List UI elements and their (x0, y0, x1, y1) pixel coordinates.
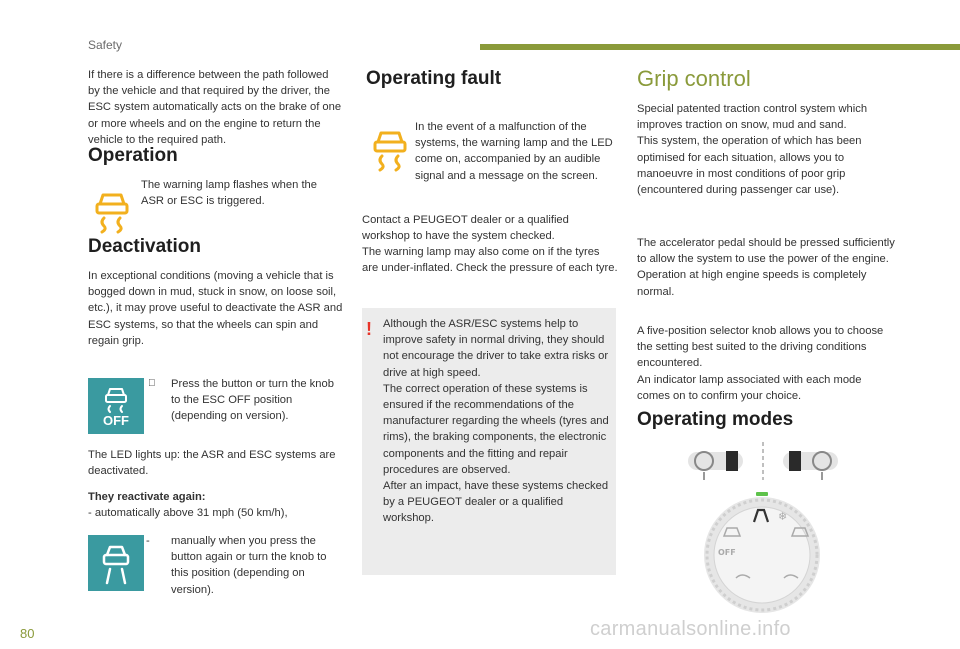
led-text: The LED lights up: the ASR and ESC systems are deactivated. (88, 449, 336, 478)
contact-dealer-text: Contact a PEUGEOT dealer or a qualified workshop to have the system checked. (362, 214, 569, 243)
esc-intro-text: If there is a difference between the path followed by the vehicle and that required by the driver, the ESC system automatically acts on the brake of one or more wheels and on the engine to return the vehicle to the required path. (88, 69, 342, 146)
knob-off-label: OFF (718, 548, 736, 557)
reactivate-auto-item: - automatically above 31 mph (50 km/h), (88, 507, 288, 519)
skid-warning-icon (84, 178, 140, 234)
operation-text: The warning lamp flashes when the ASR or ESC is triggered. (141, 179, 317, 208)
selector-knob-text (637, 323, 895, 404)
warning-box-text (383, 316, 609, 527)
steering-wheel-icon (688, 451, 743, 480)
grip-paragraph: A five-position selector knob allows you to choose the setting best suited to the driving conditions encountered. (637, 325, 884, 370)
off-label: OFF (103, 413, 129, 428)
deactivation-heading: Deactivation (88, 236, 201, 257)
header-accent-bar (480, 44, 960, 50)
operation-heading: Operation (88, 145, 178, 166)
grip-paragraph: This system, the operation of which has been optimised for each situation, allows you to manoeuvre in most conditions of poor grip (encountered during passenger car use). (637, 135, 862, 197)
reactivate-heading: They reactivate again: (88, 491, 206, 503)
selector-knob-illustration (676, 440, 846, 615)
accelerator-text: The accelerator pedal should be pressed sufficiently to allow the system to use the power of the engine. Operation at high engine speeds is completely normal. (637, 237, 895, 298)
steering-wheel-icon (783, 451, 838, 480)
warning-paragraph: The correct operation of these systems is ensured if the recommendations of the manufacturer regarding the wheels (tyres and rims), the braking components, the electronic components and the fitting and repair procedures are observed. (383, 382, 609, 476)
deactivation-text: In exceptional conditions (moving a vehicle that is bogged down in mud, stuck in snow, on loose soil, etc.), it may prove useful to deactivate the ASR and ESC systems, so that the wheels can spin and regain grip. (88, 270, 343, 347)
grip-paragraph: An indicator lamp associated with each mode comes on to confirm your choice. (637, 373, 862, 402)
bullet-icon (148, 376, 156, 392)
operating-fault-heading: Operating fault (366, 68, 502, 89)
page-number: 80 (20, 626, 35, 641)
alert-icon: ! (366, 319, 372, 339)
grip-paragraph: Special patented traction control system which improves traction on snow, mud and sand. (637, 103, 868, 132)
grip-control-heading: Grip control (637, 66, 751, 91)
section-header: Safety (88, 38, 123, 52)
watermark: carmanualsonline.info (590, 618, 791, 640)
warning-paragraph: Although the ASR/ESC systems help to improve safety in normal driving, they should not encourage the driver to take extra risks or drive at high speed. (383, 318, 609, 379)
operating-modes-heading: Operating modes (637, 409, 794, 430)
grip-intro-text (637, 101, 895, 198)
esc-off-button-icon (88, 378, 144, 434)
fault-text: In the event of a malfunction of the systems, the warning lamp and the LED come on, accompanied by an audible signal and a message on the screen. (415, 121, 613, 182)
skid-warning-icon (362, 116, 418, 172)
svg-text:❄: ❄ (778, 510, 788, 523)
reactivate-manual-item: manually when you press the button again or turn the knob to this position (depending on version). (171, 535, 327, 596)
reactivate-dash: - (146, 535, 150, 547)
grip-road-icon (88, 535, 144, 591)
tyre-pressure-text: The warning lamp may also come on if the tyres are under-inflated. Check the pressure of each tyre. (362, 246, 618, 275)
warning-paragraph: After an impact, have these systems checked by a PEUGEOT dealer or a qualified workshop. (383, 480, 609, 525)
press-button-text: Press the button or turn the knob to the ESC OFF position (depending on version). (171, 378, 334, 423)
